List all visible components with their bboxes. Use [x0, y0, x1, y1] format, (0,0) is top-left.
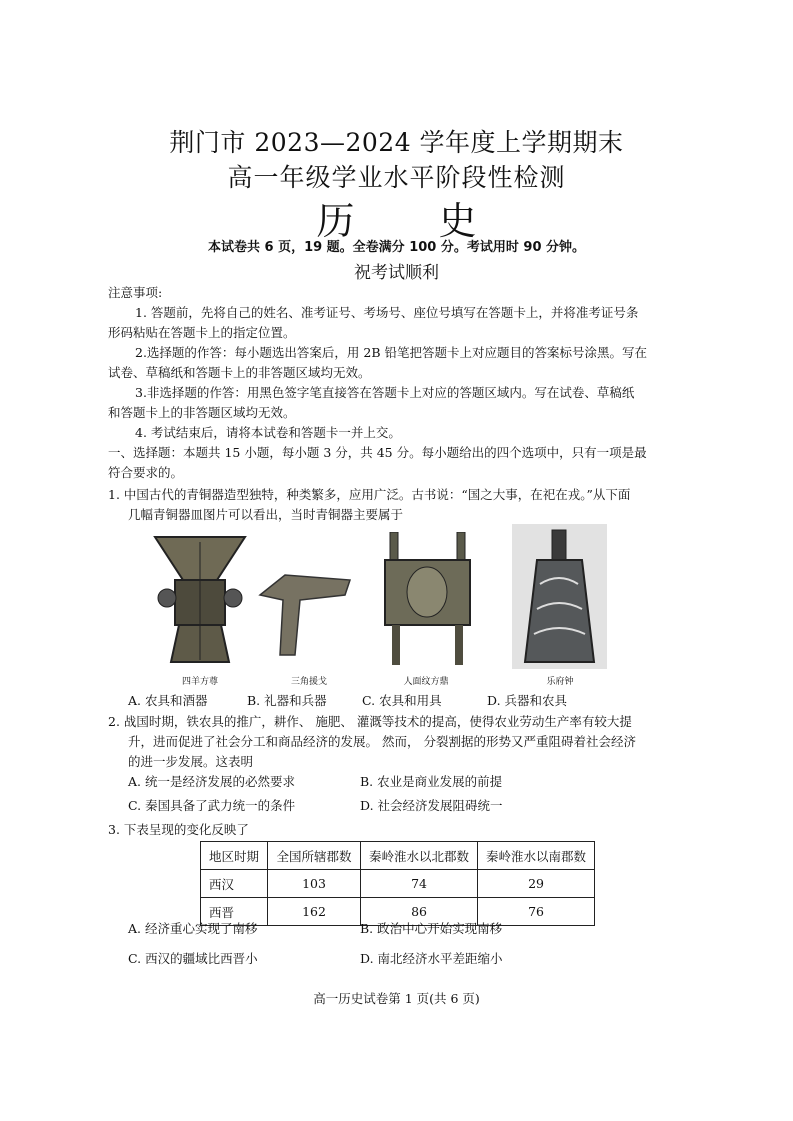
table-cell: 103	[268, 870, 361, 898]
q1-stem: 几幅青铜器皿图片可以看出，当时青铜器主要属于	[128, 507, 404, 522]
section1-line: 符合要求的。	[108, 465, 184, 480]
q2-option-c: C. 秦国具备了武力统一的条件	[128, 798, 296, 813]
table-header-cell: 地区时期	[201, 842, 268, 870]
table-cell: 西晋	[201, 898, 268, 926]
table-header-cell: 全国所辖郡数	[268, 842, 361, 870]
q2-option-a: A. 统一是经济发展的必然要求	[128, 774, 295, 789]
q3-option-b: B. 政治中心开始实现南移	[360, 921, 503, 936]
q1-option-b: B. 礼器和兵器	[247, 693, 327, 708]
note-line: 4. 考试结束后，请将本试卷和答题卡一并上交。	[135, 425, 401, 440]
table-cell: 76	[478, 898, 595, 926]
image-caption: 乐府钟	[546, 677, 574, 687]
q3-option-c: C. 西汉的疆域比西晋小	[128, 951, 258, 966]
commandery-table	[200, 841, 595, 926]
table-cell: 86	[361, 898, 478, 926]
exam-meta: 本试卷共 6 页，19 题。全卷满分 100 分。考试用时 90 分钟。	[207, 240, 586, 255]
table-header-cell: 秦岭淮水以南郡数	[478, 842, 595, 870]
section1-line: 一、选择题：本题共 15 小题，每小题 3 分，共 45 分。每小题给出的四个选项中，只有一项是最	[108, 445, 647, 460]
note-line: 1. 答题前，先将自己的姓名、准考证号、考场号、座位号填写在答题卡上，并将准考证号条	[135, 305, 639, 320]
bronze-ding-image	[380, 532, 475, 667]
q1-option-d: D. 兵器和农具	[487, 693, 568, 708]
good-luck-text: 祝考试顺利	[354, 263, 439, 283]
q1-option-a: A. 农具和酒器	[128, 693, 208, 708]
table-header-row	[201, 842, 595, 870]
bronze-zun-image	[145, 532, 255, 667]
subject-title: 历 史	[316, 199, 513, 243]
q2-option-d: D. 社会经济发展阻碍统一	[360, 798, 503, 813]
note-line: 形码粘贴在答题卡上的指定位置。	[108, 325, 296, 340]
page-footer: 高一历史试卷第 1 页(共 6 页)	[313, 991, 480, 1006]
image-caption: 人面纹方鼎	[403, 677, 449, 687]
q3-option-a: A. 经济重心实现了南移	[128, 921, 258, 936]
table-header-cell: 秦岭淮水以北郡数	[361, 842, 478, 870]
q3-option-d: D. 南北经济水平差距缩小	[360, 951, 503, 966]
note-line: 试卷、草稿纸和答题卡上的非答题区域均无效。	[108, 365, 371, 380]
q2-stem: 升，进而促进了社会分工和商品经济的发展。 然而， 分裂割据的形势又严重阻碍着社会经济	[128, 734, 636, 749]
table-cell: 29	[478, 870, 595, 898]
bronze-bell-image	[512, 524, 607, 669]
table-row	[201, 870, 595, 898]
image-caption: 三角援戈	[290, 677, 327, 687]
bronze-ge-image	[255, 555, 355, 660]
q1-option-c: C. 农具和用具	[362, 693, 442, 708]
title-line-1: 荆门市 2023—2024 学年度上学期期末	[169, 128, 624, 157]
table-cell: 162	[268, 898, 361, 926]
q2-stem: 的进一步发展。这表明	[128, 754, 254, 769]
table-cell: 74	[361, 870, 478, 898]
q2-option-b: B. 农业是商业发展的前提	[360, 774, 503, 789]
notes-heading: 注意事项:	[108, 285, 163, 300]
q2-stem: 2. 战国时期，铁农具的推广，耕作、 施肥、 灌溉等技术的提高，使得农业劳动生产率有较大提	[108, 714, 632, 729]
q3-stem: 3. 下表呈现的变化反映了	[108, 822, 249, 837]
note-line: 和答题卡上的非答题区域均无效。	[108, 405, 296, 420]
table-cell: 西汉	[201, 870, 268, 898]
q1-stem: 1. 中国古代的青铜器造型独特，种类繁多，应用广泛。古书说：“国之大事，在祀在戎。”从下面	[108, 487, 631, 502]
image-caption: 四羊方尊	[181, 677, 218, 687]
note-line: 2.选择题的作答：每小题选出答案后，用 2B 铅笔把答题卡上对应题目的答案标号涂黑。写在	[135, 345, 648, 360]
title-line-2: 高一年级学业水平阶段性检测	[227, 163, 566, 192]
note-line: 3.非选择题的作答：用黑色签字笔直接答在答题卡上对应的答题区域内。写在试卷、草稿纸	[135, 385, 635, 400]
